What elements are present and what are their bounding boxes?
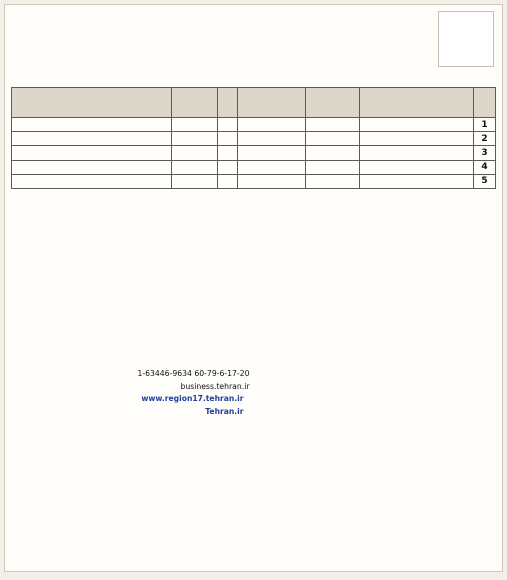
tender-table bbox=[11, 87, 496, 189]
notice-title-bar bbox=[13, 9, 430, 33]
notice-columns bbox=[13, 367, 494, 567]
header-work bbox=[360, 88, 474, 118]
row-price-list bbox=[172, 146, 218, 160]
row-deposit bbox=[306, 174, 360, 188]
row-deposit bbox=[306, 146, 360, 160]
notes-column bbox=[258, 367, 495, 567]
business-site-link[interactable]: business.tehran.ir bbox=[180, 381, 250, 391]
row-work bbox=[360, 160, 474, 174]
header-duration bbox=[218, 88, 238, 118]
row-estimate bbox=[238, 174, 306, 188]
row-duration bbox=[218, 146, 238, 160]
header-deposit bbox=[306, 88, 360, 118]
notice-header bbox=[5, 5, 502, 83]
table-header-row bbox=[12, 88, 496, 118]
row-price-list bbox=[172, 160, 218, 174]
table-row bbox=[12, 174, 496, 188]
row-deposit bbox=[306, 118, 360, 132]
details-column bbox=[13, 367, 250, 567]
row-work bbox=[360, 146, 474, 160]
row-estimate bbox=[238, 132, 306, 146]
row-work bbox=[360, 118, 474, 132]
row-conditions bbox=[12, 118, 172, 132]
contact-block bbox=[13, 369, 250, 380]
row-conditions bbox=[12, 160, 172, 174]
row-work bbox=[360, 174, 474, 188]
tender-notice bbox=[4, 4, 503, 572]
row-estimate bbox=[238, 160, 306, 174]
row-estimate bbox=[238, 118, 306, 132]
table-row bbox=[12, 118, 496, 132]
header-conditions bbox=[12, 88, 172, 118]
row-deposit bbox=[306, 132, 360, 146]
row-conditions bbox=[12, 174, 172, 188]
row-number: 3 bbox=[474, 146, 496, 160]
row-duration bbox=[218, 174, 238, 188]
row-number: 1 bbox=[474, 118, 496, 132]
row-number: 5 bbox=[474, 174, 496, 188]
header-estimate bbox=[238, 88, 306, 118]
region-site-link[interactable]: www.region17.tehran.ir bbox=[141, 394, 244, 404]
tehran-site-link[interactable]: Tehran.ir bbox=[205, 407, 244, 417]
business-site-row bbox=[13, 382, 250, 393]
row-duration bbox=[218, 160, 238, 174]
row-duration bbox=[218, 132, 238, 146]
row-conditions bbox=[12, 132, 172, 146]
row-work bbox=[360, 132, 474, 146]
row-duration bbox=[218, 118, 238, 132]
table-row bbox=[12, 160, 496, 174]
footer-link-row bbox=[13, 394, 250, 405]
row-price-list bbox=[172, 174, 218, 188]
row-price-list bbox=[172, 118, 218, 132]
row-deposit bbox=[306, 160, 360, 174]
municipality-logo bbox=[438, 11, 494, 67]
tender-table-wrap bbox=[11, 87, 496, 363]
phone-number: 1-63446-9634 bbox=[137, 369, 192, 378]
table-row bbox=[12, 146, 496, 160]
row-conditions bbox=[12, 146, 172, 160]
header-row-no bbox=[474, 88, 496, 118]
row-number: 2 bbox=[474, 132, 496, 146]
sms-number: 60-79-6-17-20 bbox=[194, 369, 250, 378]
header-price-list bbox=[172, 88, 218, 118]
footer-link-row bbox=[13, 407, 250, 418]
table-row bbox=[12, 132, 496, 146]
notice-lower bbox=[13, 367, 494, 567]
row-number: 4 bbox=[474, 160, 496, 174]
row-price-list bbox=[172, 132, 218, 146]
notice-intro bbox=[13, 35, 430, 79]
row-estimate bbox=[238, 146, 306, 160]
